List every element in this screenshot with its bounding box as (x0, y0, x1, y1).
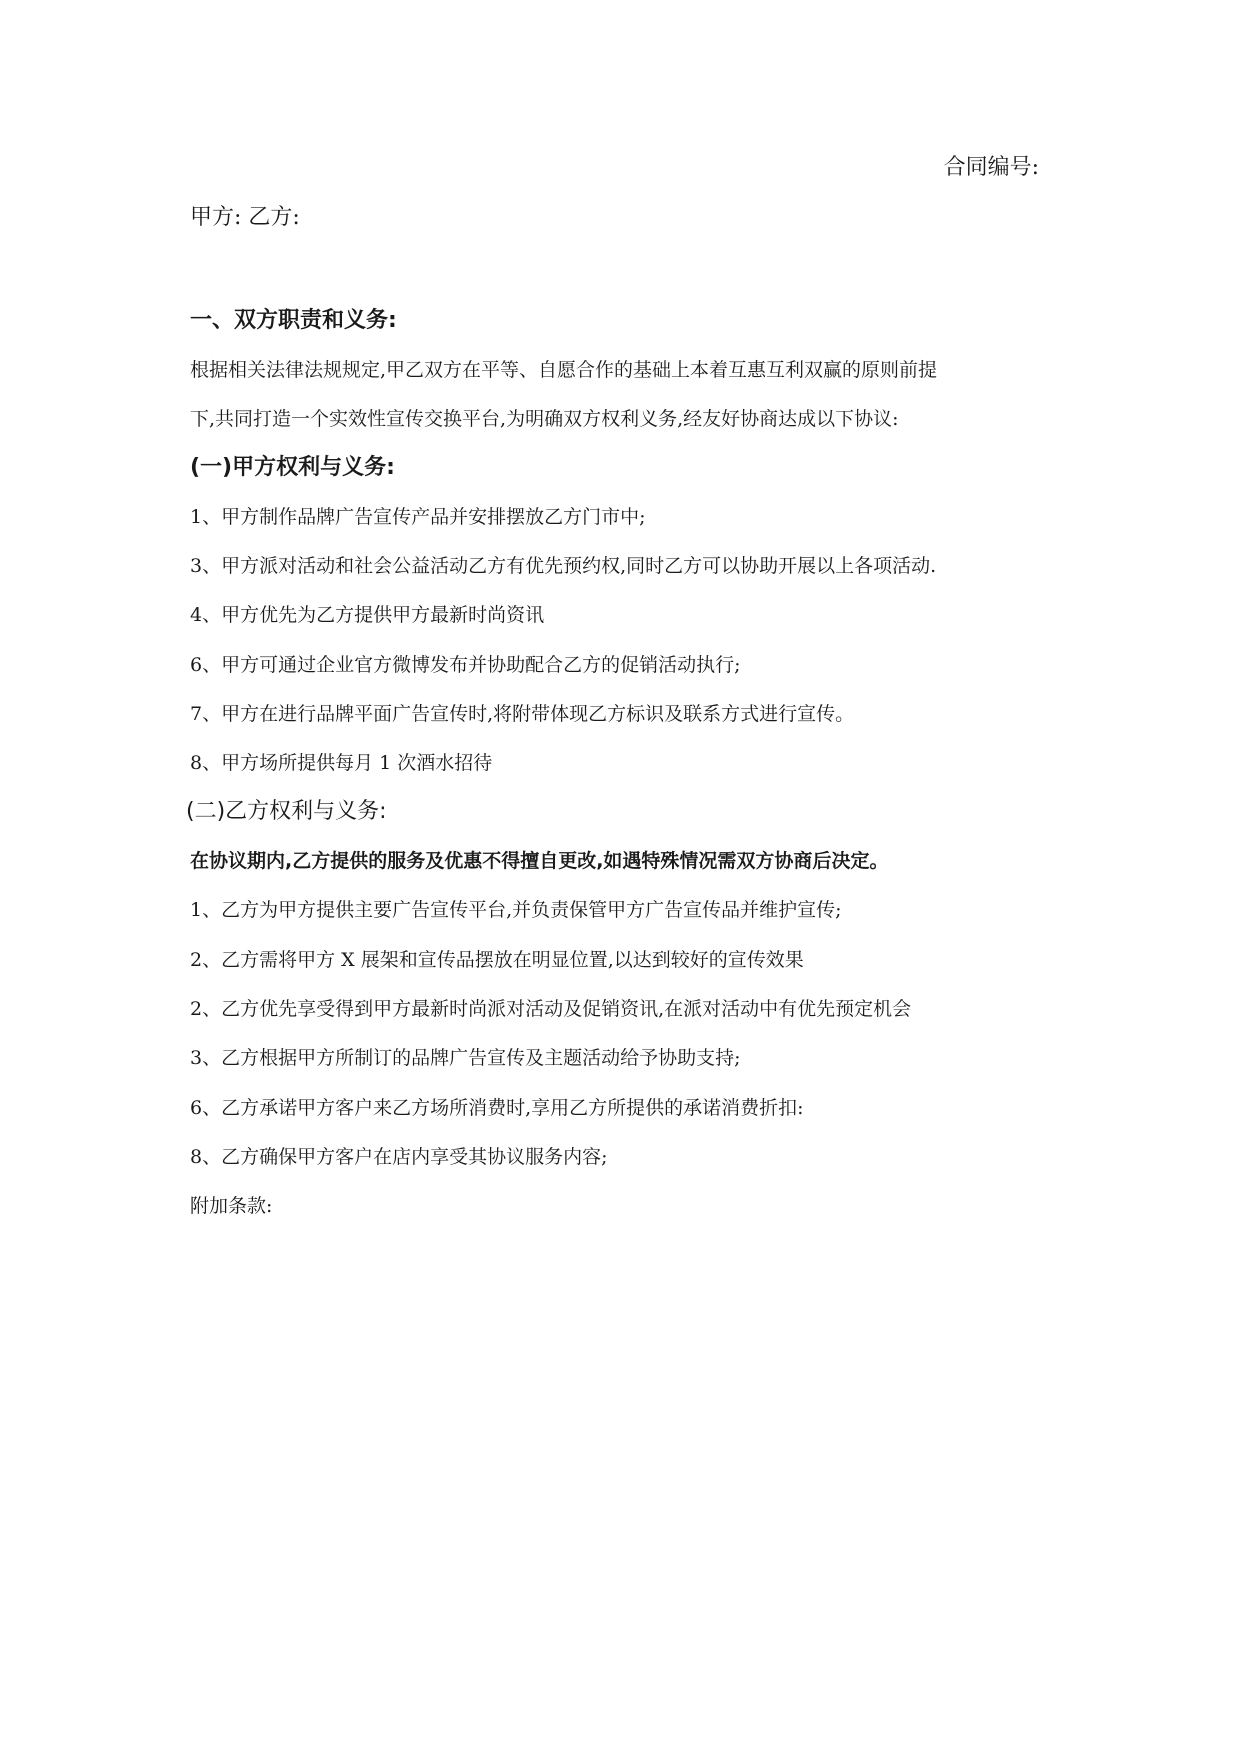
party-a-item: 4、甲方优先为乙方提供甲方最新时尚资讯 (190, 604, 545, 626)
party-b-item: 3、乙方根据甲方所制订的品牌广告宣传及主题活动给予协助支持; (190, 1047, 741, 1069)
appendix-label: 附加条款: (190, 1195, 273, 1217)
party-b-note: 在协议期内,乙方提供的服务及优惠不得擅自更改,如遇特殊情况需双方协商后决定。 (190, 850, 889, 872)
section-heading-duties: 一、双方职责和义务: (190, 308, 397, 333)
party-a-item: 6、甲方可通过企业官方微博发布并协助配合乙方的促销活动执行; (190, 654, 741, 676)
parties-line: 甲方: 乙方: (190, 205, 300, 230)
intro-paragraph-line-2: 下,共同打造一个实效性宣传交换平台,为明确双方权利义务,经友好协商达成以下协议: (190, 408, 899, 430)
party-a-item: 3、甲方派对活动和社会公益活动乙方有优先预约权,同时乙方可以协助开展以上各项活动. (190, 555, 937, 577)
party-a-item: 1、甲方制作品牌广告宣传产品并安排摆放乙方门市中; (190, 506, 646, 528)
party-b-item: 6、乙方承诺甲方客户来乙方场所消费时,享用乙方所提供的承诺消费折扣: (190, 1097, 804, 1119)
party-b-item: 8、乙方确保甲方客户在店内享受其协议服务内容; (190, 1146, 608, 1168)
party-a-item: 7、甲方在进行品牌平面广告宣传时,将附带体现乙方标识及联系方式进行宣传。 (190, 703, 855, 725)
party-a-heading: (一)甲方权利与义务: (190, 455, 395, 480)
contract-number-label: 合同编号: (943, 155, 1039, 180)
party-a-item: 8、甲方场所提供每月 1 次酒水招待 (190, 752, 493, 774)
party-b-item: 2、乙方需将甲方 X 展架和宣传品摆放在明显位置,以达到较好的宣传效果 (190, 949, 804, 971)
party-b-item: 1、乙方为甲方提供主要广告宣传平台,并负责保管甲方广告宣传品并维护宣传; (190, 899, 842, 921)
party-b-item: 2、乙方优先享受得到甲方最新时尚派对活动及促销资讯,在派对活动中有优先预定机会 (190, 998, 912, 1020)
party-b-heading: (二)乙方权利与义务: (186, 799, 387, 824)
intro-paragraph-line-1: 根据相关法律法规规定,甲乙双方在平等、自愿合作的基础上本着互惠互利双赢的原则前提 (190, 359, 938, 381)
